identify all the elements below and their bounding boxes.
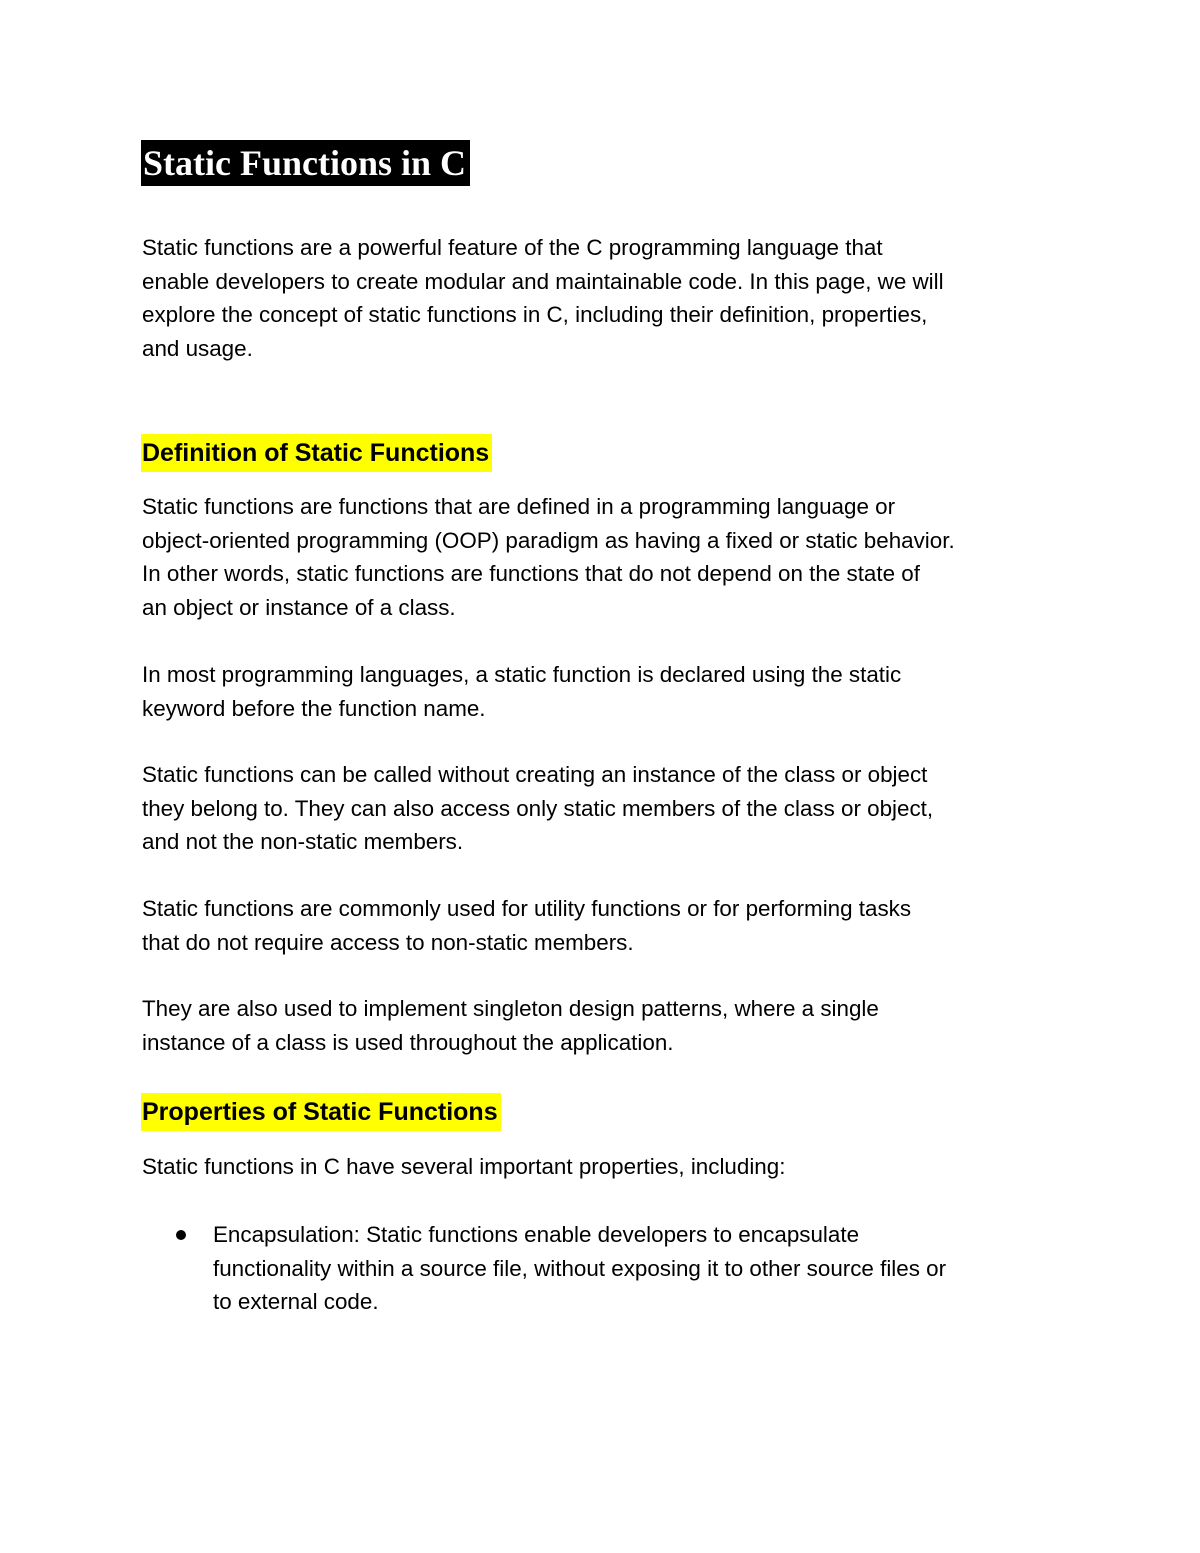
text-line: Static functions are functions that are defined in a programming language or <box>142 494 896 519</box>
page-title: Static Functions in C <box>141 140 470 186</box>
text-line: Encapsulation: Static functions enable developers to encapsulate <box>213 1222 860 1247</box>
text-line: that do not require access to non-static members. <box>142 929 634 955</box>
section-heading-properties: Properties of Static Functions <box>141 1093 501 1131</box>
utility-paragraph <box>142 892 1072 959</box>
text-line: instance of a class is used throughout the application. <box>142 1029 674 1055</box>
text-line: They are also used to implement singleton design patterns, where a single <box>142 996 879 1021</box>
text-line: In most programming languages, a static function is declared using the static <box>142 662 902 687</box>
section-heading-definition: Definition of Static Functions <box>141 434 492 472</box>
properties-intro-paragraph <box>142 1150 1072 1184</box>
list-item <box>142 1218 1072 1319</box>
text-line: Static functions in C have several important properties, including: <box>142 1154 786 1179</box>
singleton-paragraph <box>142 992 1072 1059</box>
text-line: Static functions are a powerful feature of the C programming language that <box>142 235 883 260</box>
intro-paragraph <box>142 231 1072 365</box>
text-line: functionality within a source file, without exposing it to other source files or <box>213 1255 947 1281</box>
definition-paragraph <box>142 490 1072 624</box>
text-line: explore the concept of static functions in C, including their definition, properties, <box>142 302 928 328</box>
text-line: to external code. <box>213 1289 379 1315</box>
declaration-paragraph <box>142 658 1072 725</box>
text-line: object-oriented programming (OOP) paradigm as having a fixed or static behavior. <box>142 527 955 553</box>
text-line: and usage. <box>142 335 253 361</box>
text-line: Static functions can be called without creating an instance of the class or object <box>142 762 928 787</box>
text-line: enable developers to create modular and maintainable code. In this page, we will <box>142 268 944 294</box>
text-line: In other words, static functions are functions that do not depend on the state of <box>142 561 920 587</box>
calling-paragraph <box>142 758 1072 859</box>
properties-bullet-list <box>142 1218 1072 1319</box>
text-line: they belong to. They can also access only static members of the class or object, <box>142 795 934 821</box>
text-line: and not the non-static members. <box>142 829 464 855</box>
text-line: an object or instance of a class. <box>142 594 456 620</box>
bullet-icon <box>176 1230 186 1240</box>
text-line: keyword before the function name. <box>142 695 486 721</box>
text-line: Static functions are commonly used for utility functions or for performing tasks <box>142 896 912 921</box>
